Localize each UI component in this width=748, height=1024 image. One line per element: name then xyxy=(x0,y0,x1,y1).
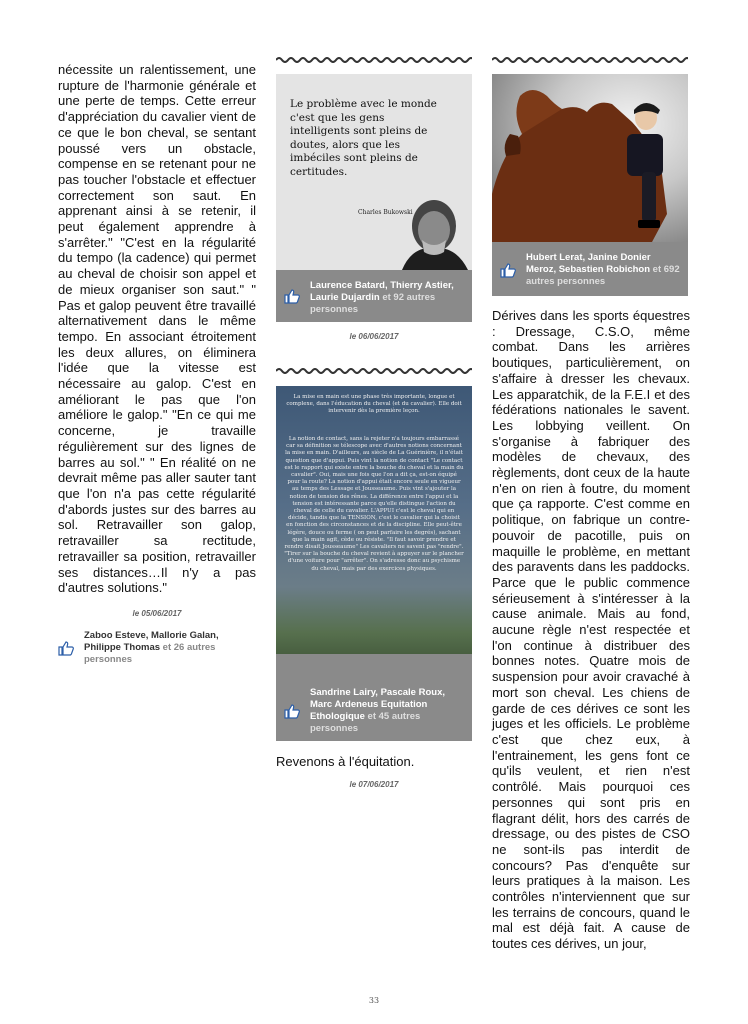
likes-bar[interactable] xyxy=(276,270,472,322)
post-date: le 05/06/2017 xyxy=(132,609,182,618)
horse-rider-image xyxy=(492,74,688,242)
likes-bar[interactable] xyxy=(492,242,688,296)
section-divider xyxy=(492,56,688,64)
portrait-image xyxy=(392,190,472,270)
likes-bar[interactable] xyxy=(276,654,472,741)
likes-names: Hubert Lerat, Janine Donier Meroz, Sebastien Robichon xyxy=(526,252,651,275)
likes-summary[interactable] xyxy=(58,630,258,666)
page-number: 33 xyxy=(368,996,380,1005)
likes-names: Sandrine Lairy, Pascale Roux, Marc Ardeneus Equitation Ethologique xyxy=(310,687,445,722)
column-1-text: nécessite un ralentissement, une rupture de l'harmonie générale et une perte de temps. Cette erreur d'appréciation du cavalier vient de ce que le bon cheval, se sentant poussé vers un obstacle, compense en se retenant pour ne pas toucher l'obstacle et effectuer correctement son saut. En apprenant ainsi à se retenir, il peut également apprendre à s'arrêter." "C'est en la régularité du tempo (la cadence) qui permet au cheval de choisir son appel et de mieux organiser son saut." " Pas et galop peuvent être travaillé alternativement dans le même tempo. En associant étroitement les deux allures, on éliminera l'idée que la vitesse est nécessaire au galop. C'est en améliorant le pas que l'on améliore le galop." "En ce qui me concerne, je travaille régulièrement sur des lignes de barres au sol." " En réalité on ne devrait même pas aller sauter tant que l'on n'a pas cette régularité d'abords justes sur des barres au sol. Retravailler son galop, retravailler sa rectitude, retravailler sa position, retravailler ses distances…Il n'y a pas d'autres solutions." xyxy=(58,62,256,596)
image-para-1: La mise en main est une phase très importante, longue et complexe, dans l'éducation du cheval (et du cavalier). Elle doit intervenir dès la première leçon. xyxy=(286,394,462,415)
likes-count: et 92 autres personnes xyxy=(310,292,436,315)
quote-author: Charles Bukowski xyxy=(358,209,413,216)
post-date: le 07/06/2017 xyxy=(349,780,399,789)
image-para-2: La notion de contact, sans la rejeter n'a toujours embarrassé car sa définition se télescope avec d'autres notions concernant la mise en main. D'ailleurs, au siècle de La Guérinière, il n'était question que d'appui. Puis vint la notion de contact "Le contact est le rapport qui existe entre la bouche du cheval et la main du cavalier". Oui, mais une fois que l'on a dit ça, est-on équipé pour la route? La notion d'appui était encore seule en vigueur au temps des Lessage et Jousseaume. Puis vint s'ajouter la notion de tension des rênes. La différence entre l'appui et la tension est intéressante parce qu'elle distingue l'action du cheval de celle du cavalier. L'APPUI c'est le cheval qui en décide, tandis que la TENSION, c'est le cavalier qui la choisit en fonction des circonstances et de la discipline. Elle peut-être légère, douce ou ferme ( on peut parfaire les degrés), sachant que la main agit, cède ou résiste. "Il faut savoir prendre et rendre disait Jousseaume" Les cavaliers ne savent pas "rendre". "Tirer sur la bouche du cheval revient à appuyer sur le plancher d'une voiture pour "arrêter". On s'adresse donc au psychisme du cheval, mais par des exercices physiques. xyxy=(284,436,464,572)
thumbs-up-icon xyxy=(58,640,74,656)
post-date: le 06/06/2017 xyxy=(349,332,399,341)
equitation-text-image[interactable] xyxy=(276,386,472,654)
likes-names: Laurence Batard, Thierry Astier, Laurie Dujardin xyxy=(310,280,454,303)
thumbs-up-icon xyxy=(500,262,516,278)
thumbs-up-icon xyxy=(284,288,300,304)
thumbs-up-icon xyxy=(284,703,300,719)
likes-count: et 45 autres personnes xyxy=(310,711,421,734)
horse-rider-photo[interactable] xyxy=(492,74,688,242)
likes-count: et 26 autres personnes xyxy=(84,642,216,665)
likes-count: et 692 autres personnes xyxy=(526,264,680,287)
column-3-text: Dérives dans les sports équestres : Dressage, C.S.O, même combat. Dans les arrières boutiques, particulièrement, on s'affaire à dresser les chevaux. Les apparatchik, de la F.E.I et des fédérations nationales le savent. Les lobbying veillent. On s'organise à fabriquer des modèles de chevaux, des règlements, dont ceux de la haute n'en on rien à foutre, du moment que ça rapporte. C'est comme en politique, on fabrique un contre-pouvoir de pacotille, puis on maquille le problème, en mettant des paravents dans les paddocks. Parce que le public commence sérieusement à s'intéresser à la cause animale. Mais au fond, aucune règle n'est respectée et l'on continue à distribuer des bonnes notes. Quatre mois de suspension pour avoir cravaché à mort son cheval. Les chiens de garde de ces dérives ce sont les juges et les officiels. Le problème c'est que chez eux, à l'entrainement, les gens font ce qu'ils veulent, et rien n'est contrôlé. Mais pourquoi ces personnes qui sont pris en flagrant délit, hors des carrés de dressage, ou des pistes de CSO ne sont-ils pas interdit de concours? Pas d'enquête sur leurs pratiques à la maison. Les contrôles n'interviennent que sur les terrains de concours, quand le mal est déjà fait. A cause de toutes ces dérives, un jour, xyxy=(492,308,690,952)
likes-names: Zaboo Esteve, Mallorie Galan, Philippe Thomas xyxy=(84,630,219,653)
quote-text: Le problème avec le monde c'est que les gens intelligents sont pleins de doutes, alors que les imbéciles sont pleins de certitudes. xyxy=(290,98,437,178)
post-caption: Revenons à l'équitation. xyxy=(276,754,415,769)
quote-image[interactable] xyxy=(276,74,472,270)
section-divider xyxy=(276,367,472,375)
section-divider xyxy=(276,56,472,64)
